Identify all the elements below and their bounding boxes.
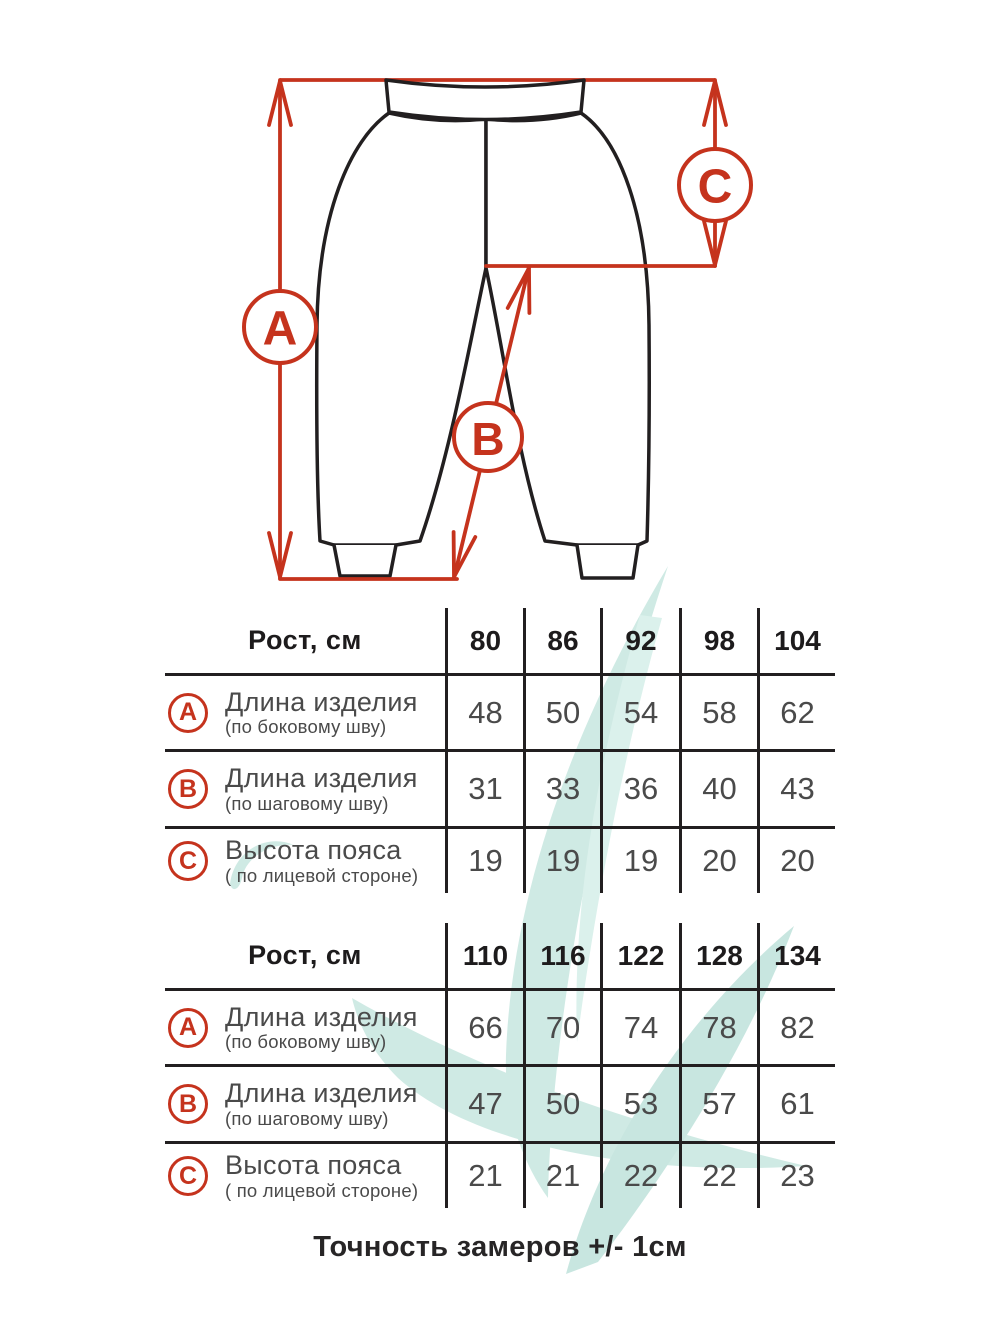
row-title: Длина изделия	[225, 763, 418, 794]
size-cell: 92	[600, 608, 679, 676]
table2-header-label: Рост, см	[165, 923, 445, 991]
size-table-110-134	[165, 923, 835, 1208]
size-cell: 86	[523, 608, 600, 676]
letter-badge-a: A	[168, 1008, 208, 1048]
pants-right-cuff	[577, 545, 638, 578]
row-title: Длина изделия	[225, 686, 418, 717]
value-cell: 57	[679, 1067, 757, 1144]
row-subtitle: (по шаговому шву)	[225, 792, 389, 814]
size-cell: 128	[679, 923, 757, 991]
value-cell: 20	[679, 829, 757, 893]
value-cell: 50	[523, 676, 600, 752]
size-cell: 98	[679, 608, 757, 676]
tolerance-note: Точность замеров +/- 1см	[313, 1231, 687, 1263]
value-cell: 23	[757, 1144, 835, 1208]
value-cell: 54	[600, 676, 679, 752]
value-cell: 22	[679, 1144, 757, 1208]
row-title: Высота пояса	[225, 835, 402, 866]
value-cell: 19	[445, 829, 523, 893]
value-cell: 58	[679, 676, 757, 752]
letter-badge-a: A	[168, 693, 208, 733]
row-title: Длина изделия	[225, 1001, 418, 1032]
pants-waistband	[386, 80, 584, 120]
row-label-b	[165, 752, 445, 829]
value-cell: 48	[445, 676, 523, 752]
pants-outline	[317, 80, 650, 578]
row-title: Длина изделия	[225, 1078, 418, 1109]
letter-badge-b: B	[168, 1084, 208, 1124]
dim-a-letter: A	[262, 302, 298, 356]
value-cell: 61	[757, 1067, 835, 1144]
value-cell: 36	[600, 752, 679, 829]
size-cell: 116	[523, 923, 600, 991]
letter-badge-c: C	[168, 1156, 208, 1196]
value-cell: 31	[445, 752, 523, 829]
size-cell: 110	[445, 923, 523, 991]
value-cell: 53	[600, 1067, 679, 1144]
value-cell: 33	[523, 752, 600, 829]
value-cell: 70	[523, 991, 600, 1067]
dim-b-letter: B	[471, 413, 505, 465]
table1-header-label: Рост, см	[165, 608, 445, 676]
size-cell: 80	[445, 608, 523, 676]
row-title: Высота пояса	[225, 1150, 402, 1181]
size-table-80-104	[165, 608, 835, 893]
row-subtitle: (по шаговому шву)	[225, 1107, 389, 1129]
row-label-c	[165, 829, 445, 893]
pants-right-leg	[486, 113, 649, 545]
row-label-a	[165, 676, 445, 752]
letter-badge-c: C	[168, 841, 208, 881]
dim-c-letter: C	[697, 160, 733, 214]
value-cell: 21	[523, 1144, 600, 1208]
row-subtitle: (по боковому шву)	[225, 1031, 387, 1053]
size-cell: 134	[757, 923, 835, 991]
row-label-b	[165, 1067, 445, 1144]
size-cell: 122	[600, 923, 679, 991]
pants-measurement-diagram	[0, 0, 1000, 600]
value-cell: 19	[523, 829, 600, 893]
size-cell: 104	[757, 608, 835, 676]
value-cell: 82	[757, 991, 835, 1067]
value-cell: 22	[600, 1144, 679, 1208]
value-cell: 19	[600, 829, 679, 893]
value-cell: 40	[679, 752, 757, 829]
value-cell: 20	[757, 829, 835, 893]
value-cell: 74	[600, 991, 679, 1067]
row-label-a	[165, 991, 445, 1067]
value-cell: 47	[445, 1067, 523, 1144]
letter-badge-b: B	[168, 769, 208, 809]
value-cell: 66	[445, 991, 523, 1067]
row-subtitle: ( по лицевой стороне)	[225, 864, 419, 886]
row-subtitle: (по боковому шву)	[225, 716, 387, 738]
value-cell: 62	[757, 676, 835, 752]
value-cell: 50	[523, 1067, 600, 1144]
row-label-c	[165, 1144, 445, 1208]
row-subtitle: ( по лицевой стороне)	[225, 1179, 419, 1201]
pants-left-leg	[317, 113, 486, 545]
value-cell: 21	[445, 1144, 523, 1208]
value-cell: 78	[679, 991, 757, 1067]
value-cell: 43	[757, 752, 835, 829]
pants-left-cuff	[334, 545, 396, 576]
